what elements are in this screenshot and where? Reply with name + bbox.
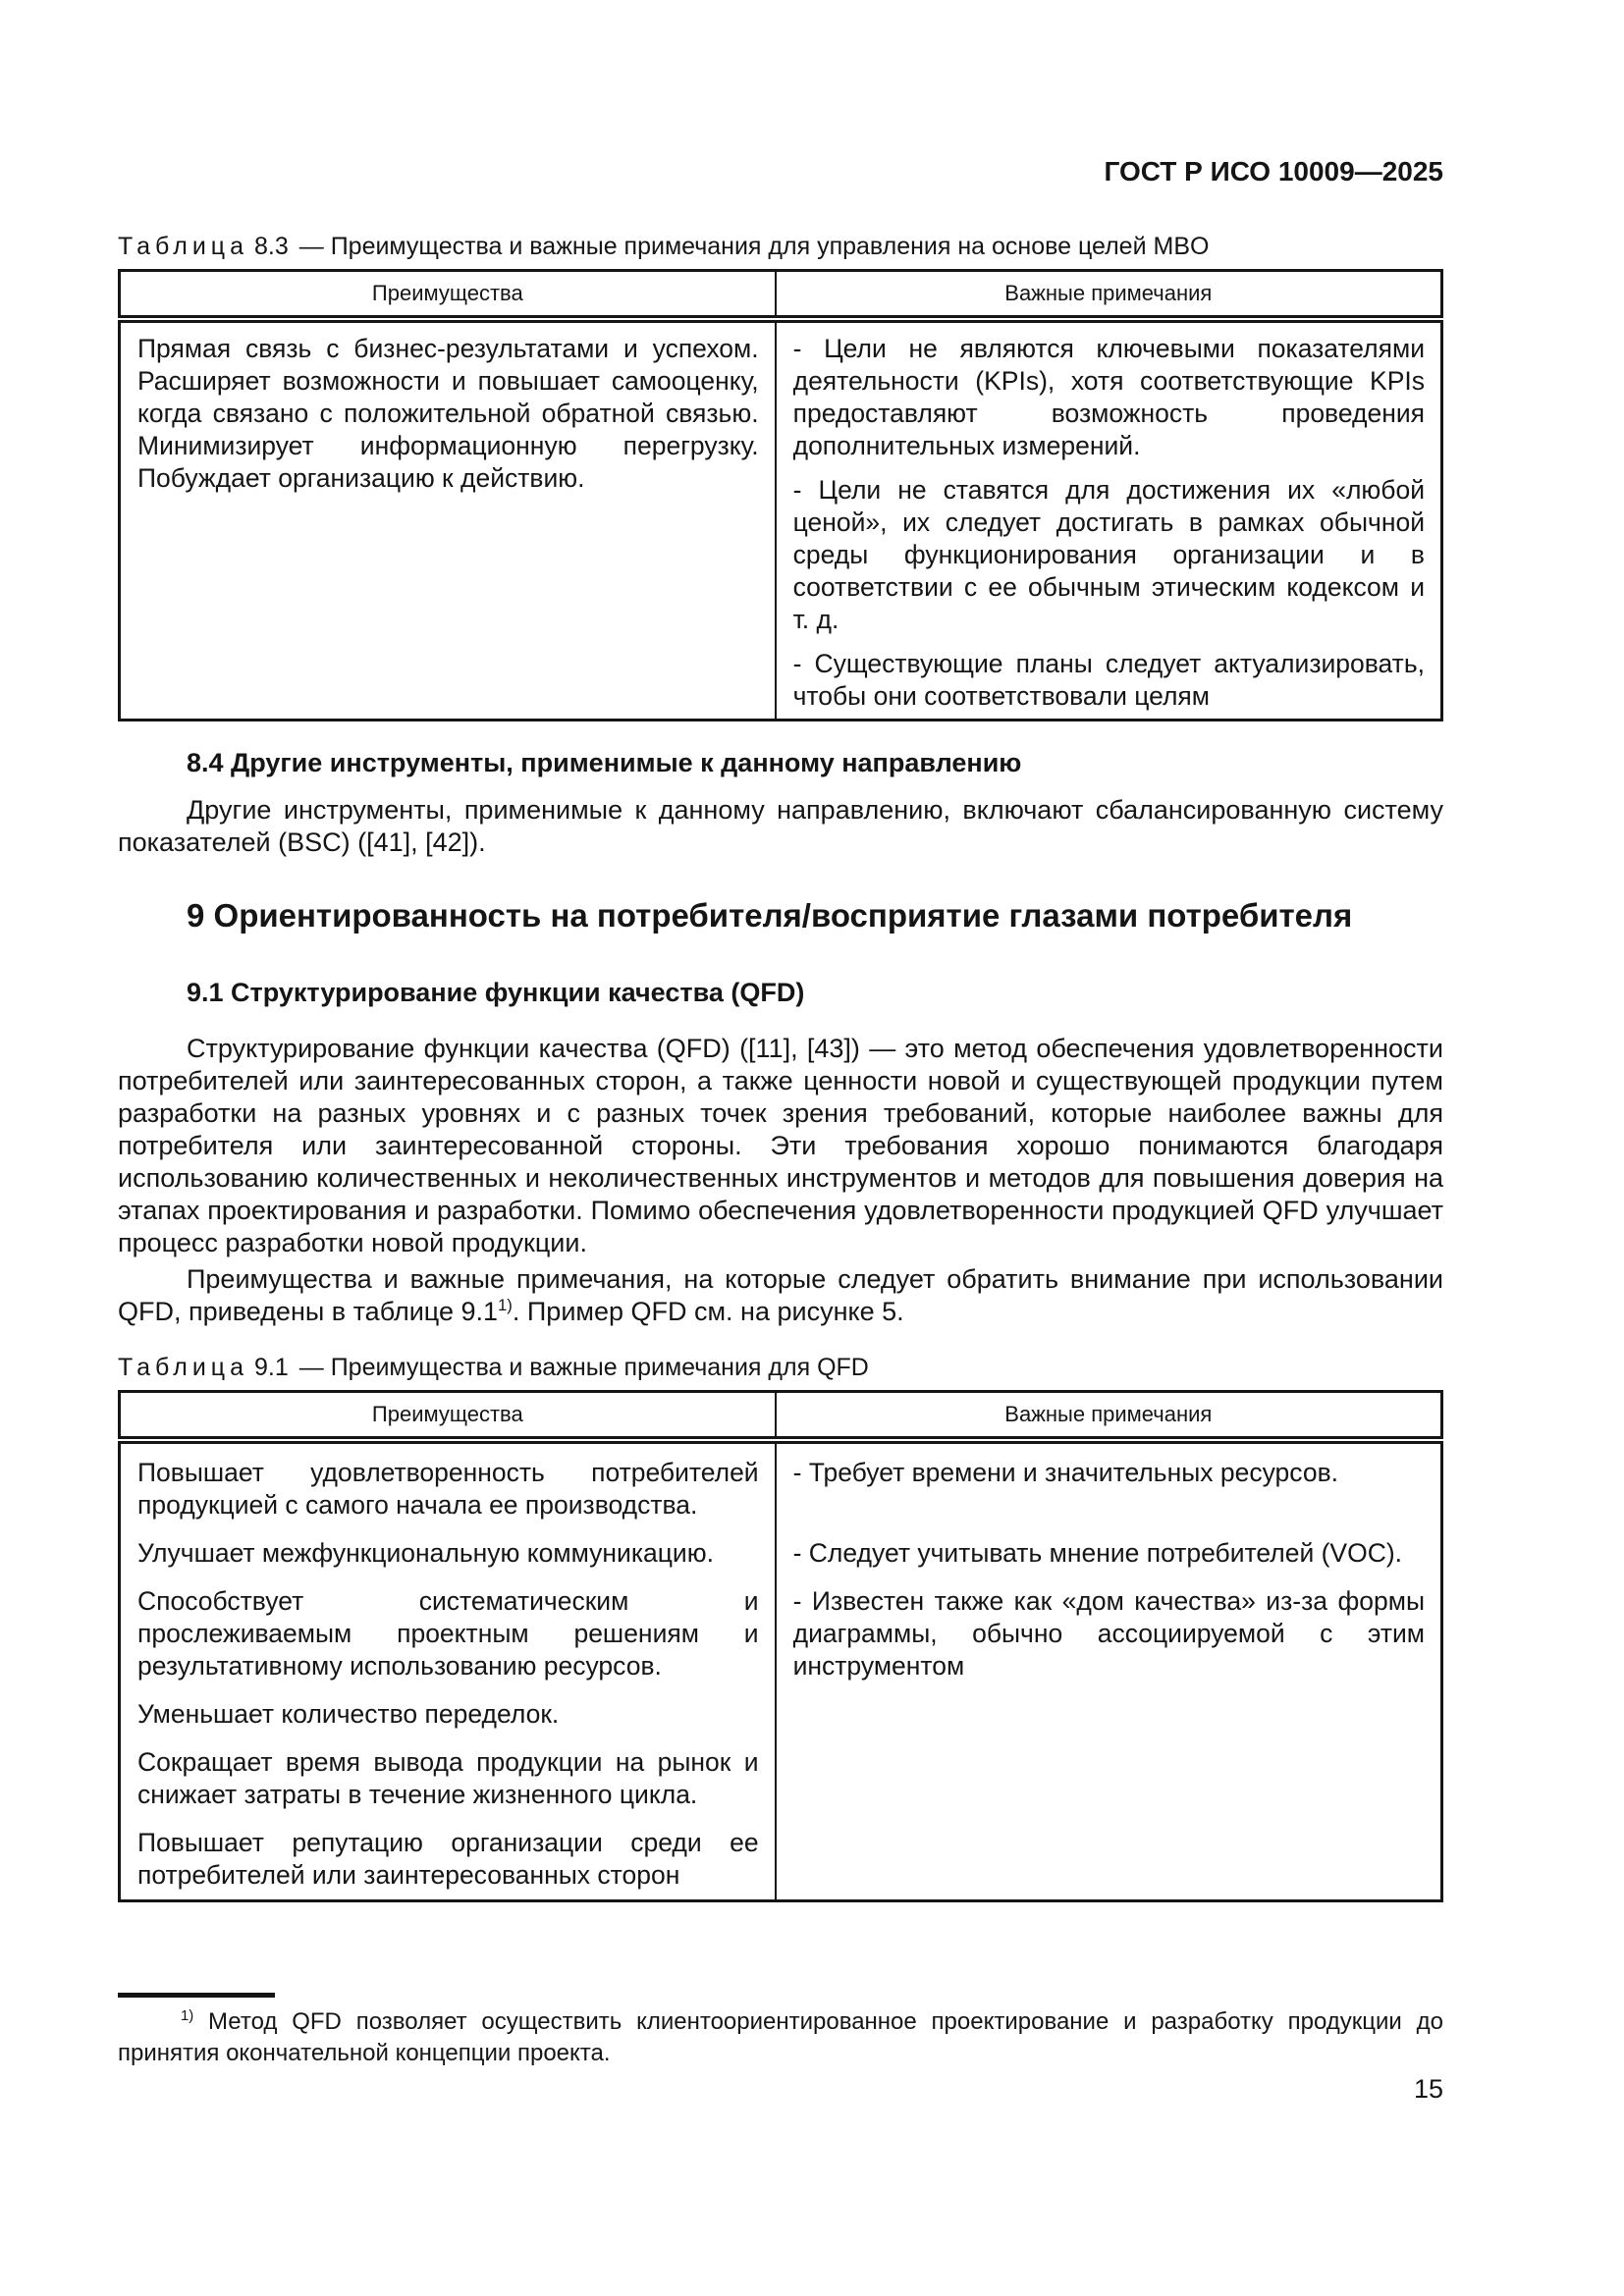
- table-9-1-advantage-cell: [120, 1819, 776, 1901]
- table-row: [120, 1738, 1442, 1819]
- footnote: [118, 2006, 1443, 2069]
- table-row: [120, 1819, 1442, 1901]
- table-8-3-caption-text: — Преимущества и важные примечания для управления на основе целей MBO: [298, 233, 1210, 260]
- table-8-3-header-advantages: Преимущества: [120, 271, 776, 320]
- footnote-separator: [118, 1993, 275, 1998]
- table-9-1-note-cell: [776, 1440, 1442, 1529]
- table-9-1-note-cell: [776, 1819, 1442, 1901]
- table-9-1-advantage-cell: [120, 1440, 776, 1529]
- page-number: 15: [1413, 2074, 1443, 2104]
- table-8-3-note: - Существующие планы следует актуализировать, чтобы они соответствовали целям: [792, 649, 1425, 711]
- advantage-text: Способствует систематическим и прослеживаемым проектным решениям и результативному использованию ресурсов.: [137, 1586, 759, 1681]
- paragraph-2-text-after: . Пример QFD см. на рисунке 5.: [512, 1297, 904, 1326]
- table-9-1-note-cell: [776, 1577, 1442, 1690]
- table-row: [120, 1577, 1442, 1690]
- section-9-1-title: 9.1 Структурирование функции качества (QFD): [187, 978, 805, 1007]
- table-8-3-caption-number: 8.3: [254, 233, 289, 260]
- advantage-text: Улучшает межфункциональную коммуникацию.: [137, 1538, 714, 1568]
- table-9-1-note-cell: [776, 1738, 1442, 1819]
- section-9-1-paragraph-2: [118, 1263, 1443, 1328]
- note-text: - Требует времени и значительных ресурсов.: [792, 1458, 1339, 1487]
- footnote-text: Метод QFD позволяет осуществить клиентоориентированное проектирование и разработку продукции до принятия окончательной концепции проекта.: [118, 2008, 1443, 2066]
- table-8-3-body-row: [120, 319, 1442, 721]
- advantage-text: Сокращает время вывода продукции на рынок и снижает затраты в течение жизненного цикла.: [137, 1747, 759, 1809]
- section-8-4-paragraph: Другие инструменты, применимые к данному направлению, включают сбалансированную систему показателей (BSC) ([41], [42]).: [118, 795, 1443, 857]
- table-9-1-note-cell: [776, 1690, 1442, 1738]
- section-8-4-title: 8.4 Другие инструменты, применимые к данному направлению: [187, 748, 1022, 777]
- table-9-1-header-advantages: Преимущества: [120, 1392, 776, 1441]
- table-row: [120, 1529, 1442, 1577]
- table-9-1-caption: [118, 1352, 1443, 1384]
- table-8-3: [118, 269, 1443, 721]
- document-header: ГОСТ Р ИСО 10009—2025: [1104, 156, 1443, 187]
- table-9-1-header-notes: Важные примечания: [776, 1392, 1442, 1441]
- table-row: [120, 1690, 1442, 1738]
- note-text: - Известен также как «дом качества» из-за формы диаграммы, обычно ассоциируемой с этим инструментом: [792, 1586, 1425, 1681]
- table-9-1-advantage-cell: [120, 1690, 776, 1738]
- table-8-3-note: - Цели не ставятся для достижения их «любой ценой», их следует достигать в рамках обычной среды функционирования организации и в соответствии с ее обычным этическим кодексом и т. д.: [792, 475, 1425, 634]
- table-8-3-header-row: [120, 271, 1442, 320]
- table-8-3-caption: [118, 231, 1443, 263]
- table-9-1-caption-word: Таблица: [118, 1354, 249, 1381]
- advantage-text: Повышает репутацию организации среди ее потребителей или заинтересованных сторон: [137, 1828, 759, 1890]
- table-9-1-caption-text: — Преимущества и важные примечания для QFD: [298, 1354, 869, 1381]
- table-row: [120, 1440, 1442, 1529]
- table-9-1-advantage-cell: [120, 1577, 776, 1690]
- table-8-3-advantages-text: Прямая связь с бизнес-результатами и успехом. Расширяет возможности и повышает самооценку, когда связано с положительной обратной связью. Минимизирует информационную перегрузку. Побуждает организацию к действию.: [137, 334, 759, 493]
- table-8-3-header-notes: Важные примечания: [776, 271, 1442, 320]
- table-9-1: [118, 1390, 1443, 1902]
- table-8-3-caption-word: Таблица: [118, 233, 249, 260]
- table-9-1-caption-number: 9.1: [254, 1354, 289, 1381]
- advantage-text: Уменьшает количество переделок.: [137, 1699, 560, 1729]
- table-8-3-notes-cell: [776, 319, 1442, 721]
- section-9-title: 9 Ориентированность на потребителя/восприятие глазами потребителя: [187, 897, 1353, 934]
- advantage-text: Повышает удовлетворенность потребителей продукцией с самого начала ее производства.: [137, 1458, 759, 1520]
- table-9-1-note-cell: [776, 1529, 1442, 1577]
- footnote-reference: 1): [498, 1296, 513, 1314]
- footnote-marker: 1): [181, 2008, 194, 2024]
- table-8-3-advantages-cell: [120, 319, 776, 721]
- paragraph-2-text: Преимущества и важные примечания, на которые следует обратить внимание при использовании QFD, приведены в таблице 9.1: [118, 1264, 1443, 1326]
- table-9-1-advantage-cell: [120, 1738, 776, 1819]
- section-9-1-paragraph-1: Структурирование функции качества (QFD) ([11], [43]) — это метод обеспечения удовлетворенности потребителей или заинтересованных сторон, а также ценности новой и существующей продукции путем разработки на разных уровнях и с разных точек зрения требований, которые наиболее важны для потребителя или заинтересованной стороны. Эти требования хорошо понимаются благодаря использованию количественных и неколичественных инструментов и методов для повышения доверия на этапах проектирования и разработки. Помимо обеспечения удовлетворенности продукцией QFD улучшает процесс разработки новой продукции.: [118, 1034, 1443, 1257]
- table-8-3-note: - Цели не являются ключевыми показателями деятельности (KPIs), хотя соответствующие KPIs предоставляют возможность проведения дополнительных измерений.: [792, 334, 1425, 460]
- footnote-paragraph: [118, 2006, 1443, 2069]
- table-9-1-header-row: [120, 1392, 1442, 1441]
- table-9-1-advantage-cell: [120, 1529, 776, 1577]
- note-text: - Следует учитывать мнение потребителей (VOC).: [792, 1538, 1403, 1568]
